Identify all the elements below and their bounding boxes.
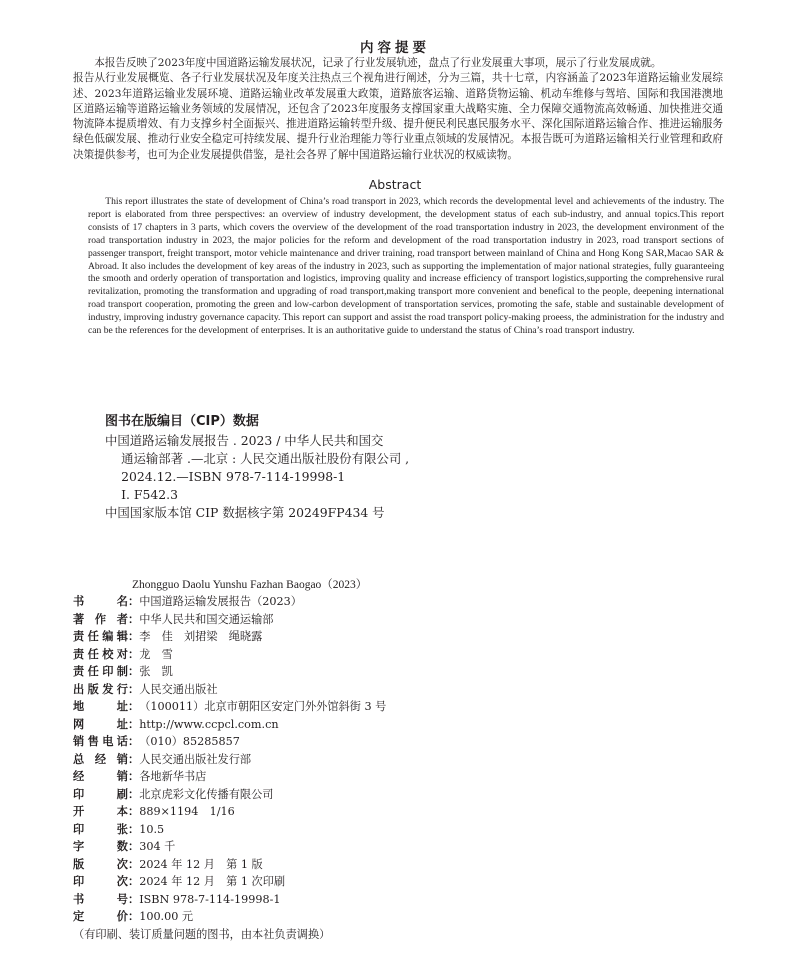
colophon-value: 中国道路运输发展报告（2023） <box>139 595 302 608</box>
colophon-row <box>73 821 386 839</box>
colophon-label: 责 任 印 制 <box>73 664 128 678</box>
colophon-colon: ： <box>128 856 140 871</box>
cip-line: 中国道路运输发展报告 . 2023 / 中华人民共和国交 <box>105 433 384 448</box>
summary-paragraph: 本报告反映了2023年度中国道路运输发展状况，记录了行业发展轨迹，盘点了行业发展重大事项，展示了行业发展成就。 <box>94 57 662 69</box>
colophon-label: 开 本 <box>73 804 128 818</box>
colophon-colon: ： <box>128 594 140 608</box>
colophon-colon: ： <box>128 874 140 888</box>
colophon-label: 印 张 <box>73 821 128 836</box>
cip-line: Ⅰ. F542.3 <box>121 487 178 503</box>
colophon-value: 人民交通出版社发行部 <box>139 752 252 766</box>
colophon-value: 10.5 <box>139 822 165 836</box>
colophon-label: 网 址 <box>73 716 128 731</box>
colophon-label: 地 址 <box>73 699 128 713</box>
colophon-value: http://www.ccpcl.com.cn <box>139 717 279 731</box>
summary-body <box>73 56 723 163</box>
colophon-value: 人民交通出版社 <box>139 682 218 696</box>
colophon-value: 2024 年 12 月 第 1 版 <box>139 857 263 871</box>
colophon-value: 2024 年 12 月 第 1 次印刷 <box>139 875 286 888</box>
colophon-value: 各地新华书店 <box>139 770 207 783</box>
colophon-label: 印 次 <box>73 874 128 888</box>
colophon-colon: ： <box>128 769 140 783</box>
colophon-value: 李 佳 刘捃梁 绳晓露 <box>139 630 263 643</box>
cip-line: 2024.12.—ISBN 978-7-114-19998-1 <box>121 469 346 485</box>
colophon-colon: ： <box>128 699 140 713</box>
colophon-row <box>73 768 386 786</box>
colophon-colon: ： <box>128 891 140 906</box>
colophon <box>73 593 386 943</box>
colophon-colon: ： <box>128 821 140 836</box>
colophon-colon: ： <box>128 716 140 731</box>
colophon-row <box>73 716 386 734</box>
colophon-row <box>73 628 386 646</box>
colophon-row <box>73 803 386 821</box>
colophon-colon: ： <box>128 734 140 748</box>
colophon-row <box>73 873 386 891</box>
colophon-label: 版 次 <box>73 856 128 871</box>
colophon-row <box>73 593 386 611</box>
colophon-label: 经 销 <box>73 769 128 783</box>
colophon-value: 张 凯 <box>139 665 173 678</box>
colophon-colon: ： <box>128 664 140 678</box>
colophon-value: 100.00 元 <box>139 910 194 923</box>
colophon-label: 书 名 <box>73 594 128 608</box>
colophon-row <box>73 891 386 909</box>
colophon-value: 北京虎彩文化传播有限公司 <box>139 787 274 801</box>
colophon-label: 著 作 者 <box>73 611 128 626</box>
colophon-value: 中华人民共和国交通运输部 <box>139 612 274 626</box>
colophon-label: 责 任 编 辑 <box>73 629 128 643</box>
colophon-label: 印 刷 <box>73 786 128 801</box>
summary-paragraph: 报告从行业发展概览、各子行业发展状况及年度关注热点三个视角进行阐述，分为三篇，共十七章，内容涵盖了2023年道路运输业发展综述、2023年道路运输业发展环境、道路运输业改革发展重大政策，道路旅客运输、道路货物运输、机动车维修与驾培、国际和我国港澳地区道路运输等道路运输业务领域的发展情况，还包含了2023年度服务支撑国家重大战略实施、全力保障交通物流高效畅通、加快推进交通物流降本提质增效、有力支撑乡村全面振兴、推进道路运输转型升级、提升便民利民惠民服务水平、深化国际道路运输合作、推进运输服务绿色低碳发展、推动行业安全稳定可持续发展、提升行业治理能力等行业重点领域的发展情况。本报告既可为道路运输相关行业管理和政府决策提供参考，也可为企业发展提供借鉴，是社会各界了解中国道路运输行业状况的权威读物。 <box>73 72 723 161</box>
colophon-colon: ： <box>128 786 140 801</box>
colophon-pinyin-title: Zhongguo Daolu Yunshu Fazhan Baogao（2023） <box>132 579 368 591</box>
cip-line: 通运输部著 .—北京 : 人民交通出版社股份有限公司 , <box>121 451 410 467</box>
colophon-value: ISBN 978-7-114-19998-1 <box>139 892 281 906</box>
abstract-title: Abstract <box>368 177 422 192</box>
colophon-row <box>73 751 386 769</box>
colophon-value: （100011）北京市朝阳区安定门外外馆斜街 3 号 <box>139 700 387 713</box>
colophon-value: 龙 雪 <box>139 647 173 661</box>
colophon-row <box>73 856 386 874</box>
abstract-body <box>88 196 724 338</box>
cip-line: 中国国家版本馆 CIP 数据核字第 20249FP434 号 <box>105 505 385 521</box>
colophon-row <box>73 838 386 856</box>
colophon-colon: ： <box>128 681 140 696</box>
colophon-colon: ： <box>128 751 140 766</box>
colophon-label: 责 任 校 对 <box>73 646 128 661</box>
colophon-label: 定 价 <box>73 909 128 923</box>
colophon-label: 总 经 销 <box>73 751 128 766</box>
colophon-colon: ： <box>128 804 140 818</box>
abstract-paragraph: This report illustrates the state of development of China’s road transport in 2023, which records the developmental level and achievements of the industry. The report is elaborated from three perspectives: an overview of industry development, the development status of each sub-industry, and annual topics.This report consists of 17 chapters in 3 parts, which covers the overview of the development of the road transportation industry in 2023, the development environment of the road transportation industry in 2023, the major policies for the reform and development of the road transportation industry in 2023, road transport sections of passenger transport, freight transport, motor vehicle maintenance and driver training, road transport between mainland of China and Hong Kong SAR,Macao SAR & Abroad. It also includes the development of key areas of the industry in 2023, such as supporting the implementation of major national strategies, fully guaranteeing the smooth and orderly operation of transportation and logistics, improving quality and increase efficiency of transport logistics,supporting the comprehensive rural revitalization, promoting the transformation and upgrading of road transport,making transport more convenient and benefical to the people, deepening international road transport cooperation, promoting the green and low-carbon development of transportation services, promoting the safe, stable and sustainable development of industry, improving industry governance capacity. This report can support and assist the road transport policy-making proeess, the administration for the industry and can be the references for the development of enterprises. It is an authoritative guide to understand the status of China’s road transport industry. <box>88 196 724 337</box>
colophon-colon: ： <box>128 611 140 626</box>
colophon-note: （有印刷、装订质量问题的图书，由本社负责调换） <box>73 927 331 941</box>
colophon-label: 书 号 <box>73 891 128 906</box>
cip-block <box>105 432 435 522</box>
colophon-row <box>73 733 386 751</box>
colophon-row <box>73 786 386 804</box>
colophon-row <box>73 698 386 716</box>
colophon-colon: ： <box>128 646 140 661</box>
colophon-row <box>73 611 386 629</box>
colophon-row <box>73 908 386 926</box>
colophon-value: 889×1194 1/16 <box>139 805 235 818</box>
colophon-row <box>73 681 386 699</box>
colophon-row <box>73 663 386 681</box>
colophon-colon: ： <box>128 839 140 853</box>
colophon-label: 出 版 发 行 <box>73 681 128 696</box>
colophon-value: 304 千 <box>139 840 176 853</box>
colophon-label: 字 数 <box>73 839 128 853</box>
colophon-row <box>73 646 386 664</box>
colophon-colon: ： <box>128 629 140 643</box>
summary-title: 内容提要 <box>360 40 430 56</box>
colophon-value: （010）85285857 <box>139 735 240 748</box>
cip-heading: 图书在版编目（CIP）数据 <box>105 414 259 429</box>
colophon-colon: ： <box>128 909 140 923</box>
colophon-label: 销 售 电 话 <box>73 734 128 748</box>
